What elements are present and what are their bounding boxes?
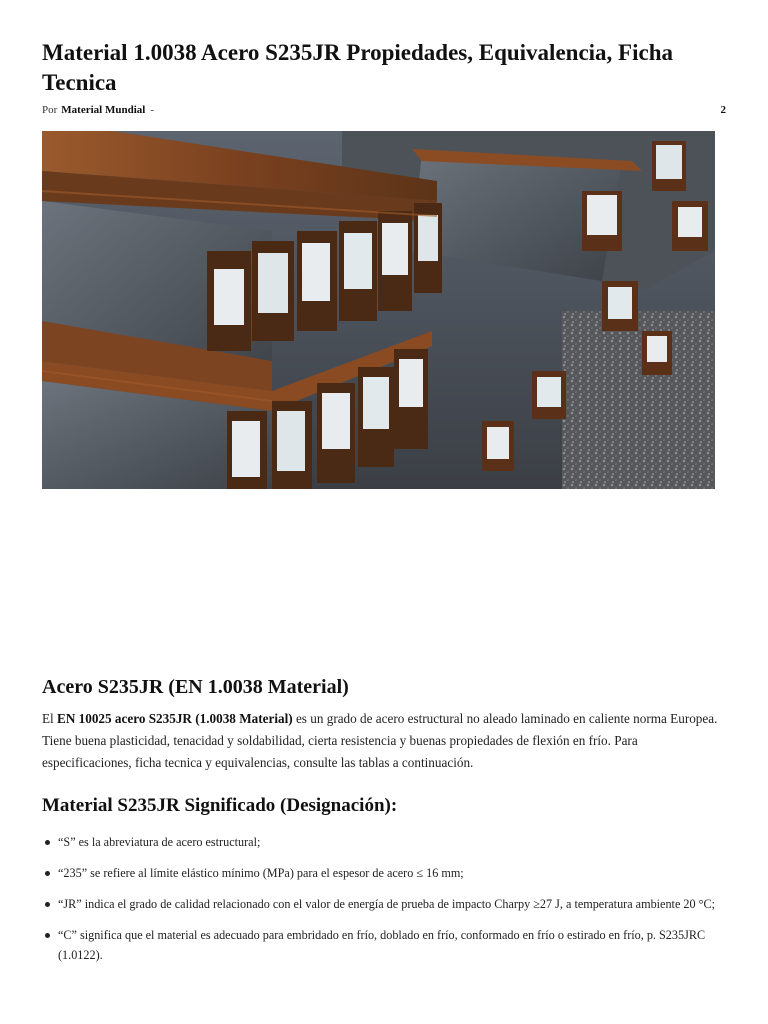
- list-item: “235” se refiere al límite elástico mínimo (MPa) para el espesor de acero ≤ 16 mm;: [42, 863, 730, 883]
- byline-prefix: Por: [42, 104, 58, 116]
- section-heading-acero: Acero S235JR (EN 1.0038 Material): [42, 676, 349, 698]
- list-item: “C” significa que el material es adecuado para embridado en frío, doblado en frío, conformado en frío o estirado en frío, p. S235JRC (1.0122).: [42, 925, 730, 965]
- intro-bold: EN 10025 acero S235JR (1.0038 Material): [57, 711, 293, 726]
- designation-list: [42, 832, 730, 976]
- author-link[interactable]: Material Mundial: [61, 104, 146, 116]
- section-heading-significado: Material S235JR Significado (Designación):: [42, 795, 398, 816]
- article-title: Material 1.0038 Acero S235JR Propiedades, Equivalencia, Ficha Tecnica: [42, 40, 673, 95]
- article-byline: [42, 102, 726, 118]
- list-item: “S” es la abreviatura de acero estructural;: [42, 832, 730, 852]
- intro-prefix: El: [42, 711, 58, 726]
- list-item: “JR” indica el grado de calidad relacionado con el valor de energía de prueba de impacto Charpy ≥27 J, a temperatura ambiente 20 °C;: [42, 894, 730, 914]
- intro-paragraph: [42, 708, 728, 774]
- byline-separator: -: [150, 104, 154, 116]
- comment-count[interactable]: 2: [720, 104, 726, 116]
- steel-beams-illustration: [42, 131, 715, 489]
- intro-rest: es un grado de acero estructural no aleado laminado en caliente norma Europea. Tiene buena plasticidad, tenacidad y soldabilidad, cierta resistencia y buenas propiedades de flexión en frío. Para especificaciones, ficha tecnica y equivalencias, consulte las tablas a continuación.: [42, 711, 718, 770]
- hero-image: [42, 131, 715, 489]
